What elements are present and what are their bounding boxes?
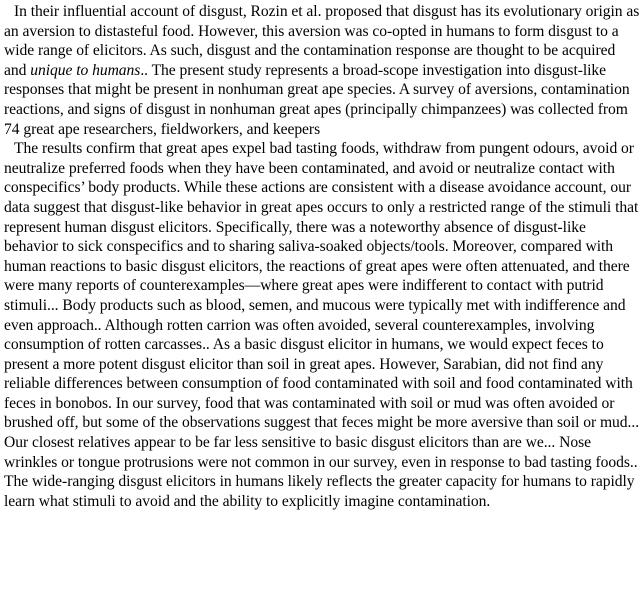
paragraph-introduction-text-end: .. The present study represents a broad-scope investigation into disgust-like responses that might be present in nonhuman great ape species. A survey of aversions, contamination reactions, and signs of disgust in nonhuman great apes (principally chimpanzees) was collected from 74 great ape researchers, fieldworkers, and keepers xyxy=(4,61,630,138)
italic-phrase: unique to humans xyxy=(30,61,141,79)
paragraph-introduction-text-start: In their influential account of disgust, Rozin et al. proposed that disgust has its evolutionary origin as an aversion to distasteful food. However, this aversion was co-opted in humans to form disgust to a wide range of elicitors. As such, disgust and the contamination response are thought to be acquired and xyxy=(4,3,640,79)
paragraph-introduction xyxy=(4,2,640,139)
paragraph-results: The results confirm that great apes expel bad tasting foods, withdraw from pungent odours, avoid or neutralize preferred foods when they have been contaminated, and avoid or neutralize contact with conspecifics’ body products. While these actions are consistent with a disease avoidance account, our data suggest that disgust-like behavior in great apes occurs to only a restricted range of the stimuli that represent human disgust elicitors. Specifically, there was a noteworthy absence of disgust-like behavior to sick conspecifics and to sharing saliva-soaked objects/tools. Moreover, compared with human reactions to basic disgust elicitors, the reactions of great apes were often attenuated, and there were many reports of counterexamples—where great apes were indifferent to contact with putrid stimuli... Body products such as blood, semen, and mucous were typically met with indifference and even approach.. Although rotten carrion was often avoided, several counterexamples, involving consumption of rotten carcasses.. As a basic disgust elicitor in humans, we would expect feces to present a more potent disgust elicitor than soil in great apes. However, Sarabian, did not find any reliable differences between consumption of food contaminated with soil and food contaminated with feces in bonobos. In our survey, food that was contaminated with soil or mud was often avoided or brushed off, but some of the observations suggest that feces might be more aversive than soil or mud... Our closest relatives appear to be far less sensitive to basic disgust elicitors than are we... Nose wrinkles or tongue protrusions were not common in our survey, even in response to bad tasting foods.. The wide-ranging disgust elicitors in humans likely reflects the greater capacity for humans to rapidly learn what stimuli to avoid and the ability to explicitly imagine contamination. xyxy=(4,140,640,510)
